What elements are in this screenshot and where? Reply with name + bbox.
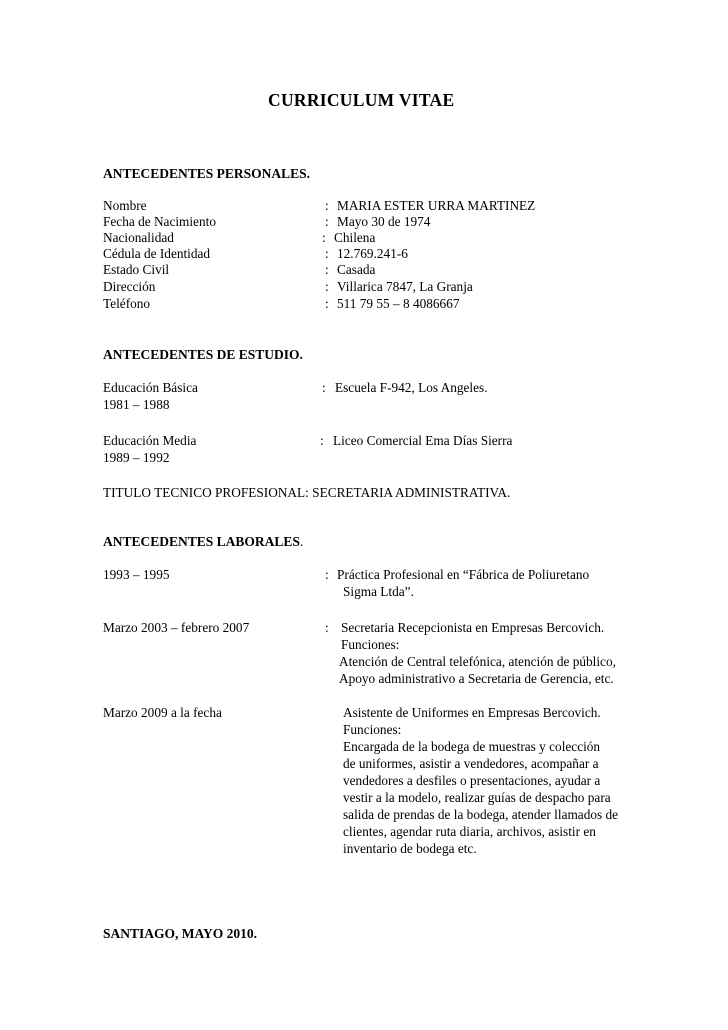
job1-period: 1993 – 1995 <box>103 567 170 582</box>
job3-line-2: Funciones: <box>343 722 402 737</box>
value-nombre: MARIA ESTER URRA MARTINEZ <box>337 198 536 213</box>
label-educacion-media: Educación Media <box>103 433 197 448</box>
sep-educacion-basica: : <box>322 380 326 395</box>
job2-period: Marzo 2003 – febrero 2007 <box>103 620 250 635</box>
label-cedula: Cédula de Identidad <box>103 246 211 261</box>
job2-line-3: Atención de Central telefónica, atención de público, <box>339 654 616 669</box>
value-nacionalidad: Chilena <box>334 230 376 245</box>
job2-line-2: Funciones: <box>341 637 400 652</box>
job1-sep: : <box>325 567 329 582</box>
label-educacion-basica: Educación Básica <box>103 380 198 395</box>
job3-line-4: de uniformes, asistir a vendedores, acompañar a <box>343 756 599 771</box>
job3-line-3: Encargada de la bodega de muestras y colección <box>343 739 601 754</box>
personal-heading: ANTECEDENTES PERSONALES. <box>103 166 311 181</box>
sep-nombre: : <box>325 198 329 213</box>
sep-telefono: : <box>325 296 329 311</box>
work-heading-dot: . <box>299 534 304 549</box>
work-heading-line <box>103 534 303 550</box>
titulo-tecnico: TITULO TECNICO PROFESIONAL: SECRETARIA ADMINISTRATIVA. <box>103 485 511 500</box>
job3-line-9: inventario de bodega etc. <box>343 841 477 856</box>
value-fecha-nacimiento: Mayo 30 de 1974 <box>337 214 431 229</box>
value-educacion-basica: Escuela F-942, Los Angeles. <box>335 380 488 395</box>
sep-educacion-media: : <box>320 433 324 448</box>
job2-sep: : <box>325 620 329 635</box>
label-fecha-nacimiento: Fecha de Nacimiento <box>103 214 216 229</box>
job2-line-1: Secretaria Recepcionista en Empresas Bercovich. <box>341 620 605 635</box>
job3-line-1: Asistente de Uniformes en Empresas Bercovich. <box>343 705 601 720</box>
job1-line-1: Práctica Profesional en “Fábrica de Poliuretano <box>337 567 590 582</box>
job3-period: Marzo 2009 a la fecha <box>103 705 222 720</box>
value-telefono: 511 79 55 – 8 4086667 <box>337 296 460 311</box>
sep-cedula: : <box>325 246 329 261</box>
value-cedula: 12.769.241-6 <box>337 246 408 261</box>
study-heading: ANTECEDENTES DE ESTUDIO. <box>103 347 303 362</box>
sep-direccion: : <box>325 279 329 294</box>
job3-line-6: vestir a la modelo, realizar guías de despacho para <box>343 790 611 805</box>
label-telefono: Teléfono <box>103 296 151 311</box>
job1-line-2: Sigma Ltda”. <box>343 584 414 599</box>
sep-estado-civil: : <box>325 262 329 277</box>
years-educacion-basica: 1981 – 1988 <box>103 397 170 412</box>
years-educacion-media: 1989 – 1992 <box>103 450 170 465</box>
work-heading: ANTECEDENTES LABORALES <box>103 534 300 549</box>
job3-line-8: clientes, agendar ruta diaria, archivos, asistir en <box>343 824 596 839</box>
footer-place-date: SANTIAGO, MAYO 2010. <box>103 926 258 941</box>
label-nombre: Nombre <box>103 198 147 213</box>
job3-line-7: salida de prendas de la bodega, atender llamados de <box>343 807 619 822</box>
label-direccion: Dirección <box>103 279 156 294</box>
value-direccion: Villarica 7847, La Granja <box>337 279 473 294</box>
value-educacion-media: Liceo Comercial Ema Días Sierra <box>333 433 513 448</box>
label-estado-civil: Estado Civil <box>103 262 170 277</box>
job3-line-5: vendedores a desfiles o presentaciones, ayudar a <box>343 773 601 788</box>
sep-fecha-nacimiento: : <box>325 214 329 229</box>
value-estado-civil: Casada <box>337 262 376 277</box>
sep-nacionalidad: : <box>322 230 326 245</box>
job2-line-4: Apoyo administrativo a Secretaria de Gerencia, etc. <box>339 671 614 686</box>
label-nacionalidad: Nacionalidad <box>103 230 174 245</box>
document-title: CURRICULUM VITAE <box>268 90 455 110</box>
